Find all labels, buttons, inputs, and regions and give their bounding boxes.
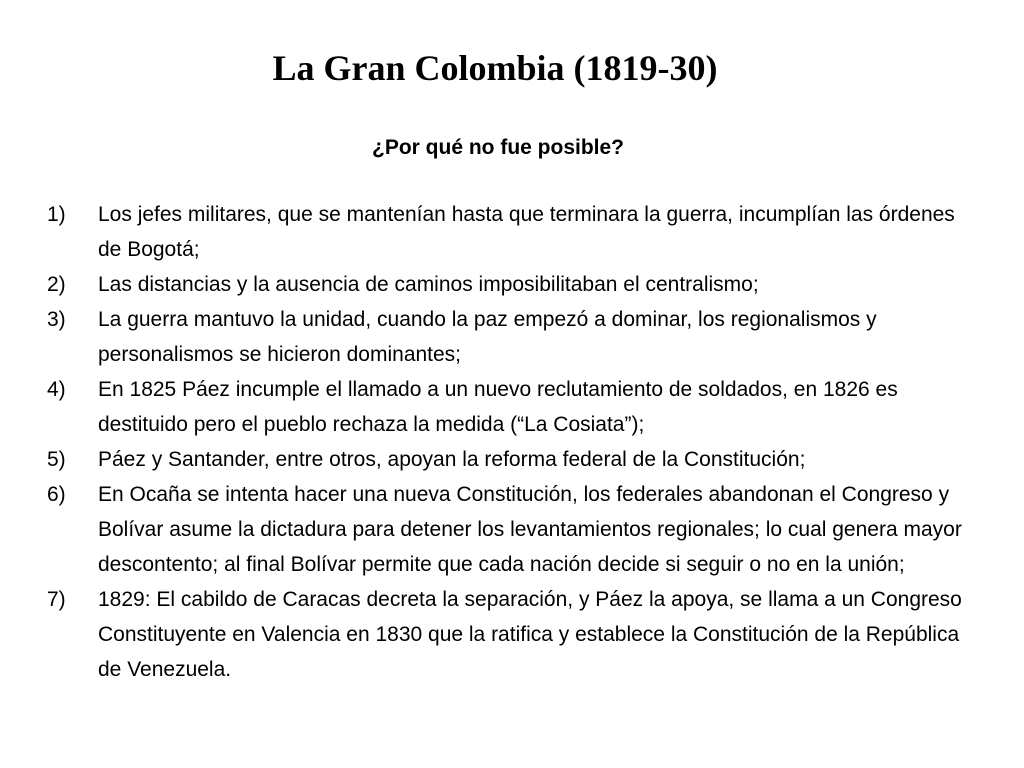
list-item-text: La guerra mantuvo la unidad, cuando la paz empezó a dominar, los regionalismos y personalismos se hicieron dominantes;: [98, 308, 877, 366]
list-item-text: Las distancias y la ausencia de caminos imposibilitaban el centralismo;: [98, 273, 759, 296]
numbered-list: [0, 197, 1024, 687]
list-item-text: En 1825 Páez incumple el llamado a un nuevo reclutamiento de soldados, en 1826 es destituido pero el pueblo rechaza la medida (“La Cosiata”);: [98, 378, 898, 436]
list-item-number: 7): [47, 588, 66, 611]
list-item-text: Los jefes militares, que se mantenían hasta que terminara la guerra, incumplían las órdenes de Bogotá;: [98, 203, 955, 261]
list-item-number: 2): [47, 273, 66, 296]
list-item: [0, 477, 978, 582]
list-item: [0, 442, 978, 477]
list-item: [0, 302, 978, 372]
list-item-number: 3): [47, 308, 66, 331]
list-item-number: 1): [47, 203, 66, 226]
list-item: [0, 197, 978, 267]
slide-subtitle: ¿Por qué no fue posible?: [372, 136, 624, 159]
list-item-text: En Ocaña se intenta hacer una nueva Constitución, los federales abandonan el Congreso y Bolívar asume la dictadura para detener los levantamientos regionales; lo cual genera mayor descontento; al final Bolívar permite que cada nación decide si seguir o no en la unión;: [98, 483, 962, 576]
list-item-number: 4): [47, 378, 66, 401]
list-item-text: 1829: El cabildo de Caracas decreta la separación, y Páez la apoya, se llama a un Congreso Constituyente en Valencia en 1830 que la ratifica y establece la Constitución de la República de Venezuela.: [98, 588, 962, 681]
list-item-text: Páez y Santander, entre otros, apoyan la reforma federal de la Constitución;: [98, 448, 806, 471]
slide-title: La Gran Colombia (1819-30): [272, 48, 718, 88]
list-item-number: 6): [47, 483, 66, 506]
list-item-number: 5): [47, 448, 66, 471]
list-item: [0, 582, 978, 687]
list-item: [0, 372, 978, 442]
list-item: [0, 267, 978, 302]
